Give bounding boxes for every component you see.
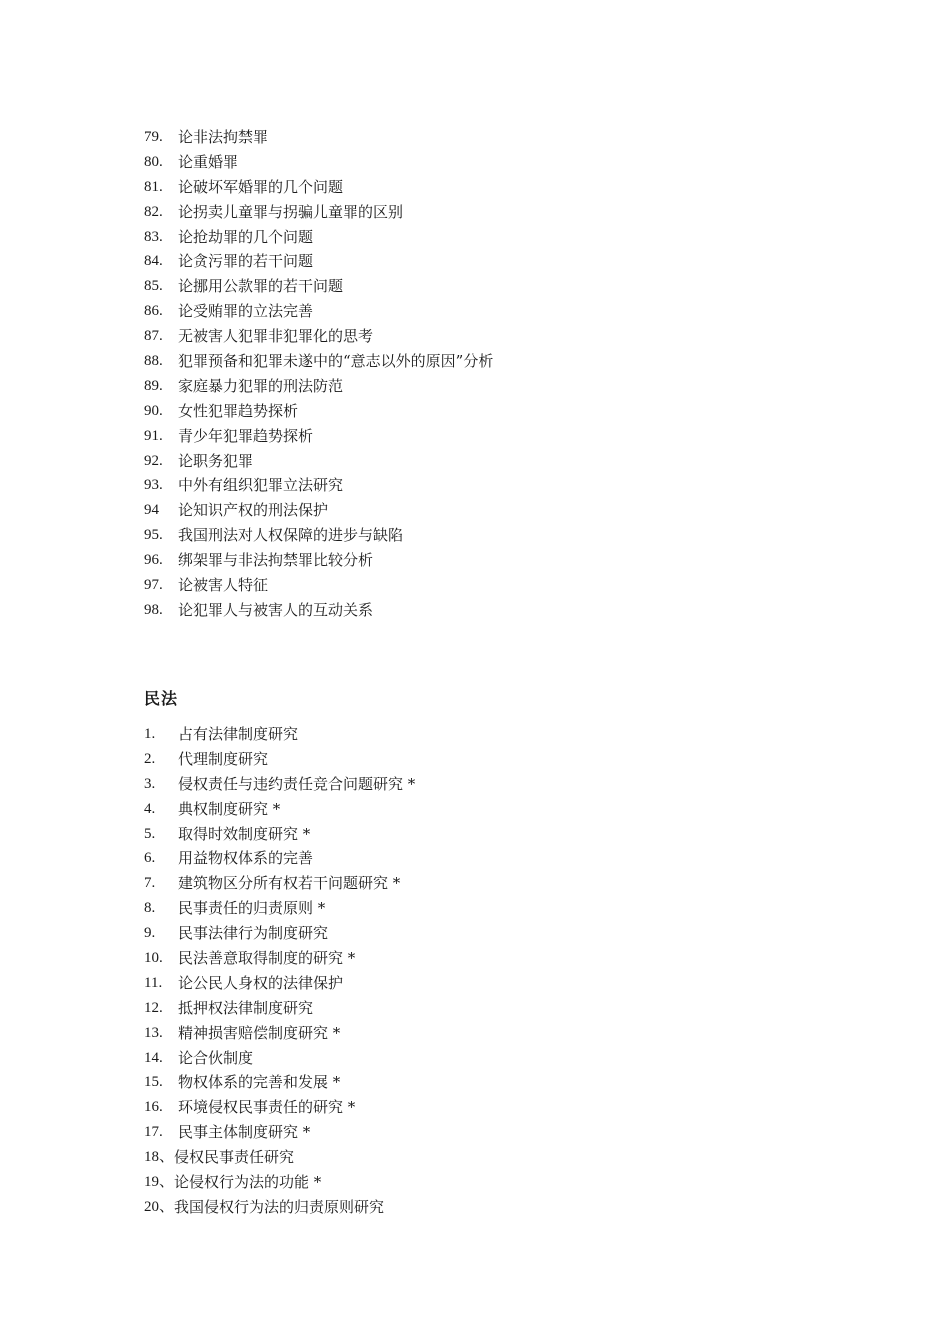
item-number: 20、 <box>144 1198 175 1215</box>
item-number: 85. <box>144 278 163 295</box>
list-item <box>144 971 415 996</box>
item-title: 民事责任的归责原则 * <box>178 899 326 918</box>
item-title: 论侵权行为法的功能 * <box>174 1173 322 1192</box>
item-title: 青少年犯罪趋势探析 <box>178 426 314 445</box>
list-item <box>144 573 493 598</box>
list-item <box>144 150 493 175</box>
item-title: 论知识产权的刑法保护 <box>178 501 329 520</box>
list-item <box>144 846 415 871</box>
item-title: 论公民人身权的法律保护 <box>178 973 344 992</box>
item-title: 民法善意取得制度的研究 * <box>178 949 356 968</box>
item-number: 86. <box>144 303 163 320</box>
list-item <box>144 274 493 299</box>
list-item <box>144 822 415 847</box>
item-number: 1. <box>144 726 156 742</box>
list-item <box>144 449 493 474</box>
list-item <box>144 424 493 449</box>
item-number: 96. <box>144 552 163 569</box>
list-item <box>144 1170 415 1195</box>
list-item <box>144 1095 415 1120</box>
item-number: 87. <box>144 328 163 345</box>
list-item <box>144 349 493 374</box>
item-title: 民事主体制度研究 * <box>178 1123 311 1142</box>
item-title: 论抢劫罪的几个问题 <box>178 227 314 246</box>
item-number: 93. <box>144 477 163 494</box>
item-number: 18、 <box>144 1149 175 1166</box>
item-title: 占有法律制度研究 <box>178 725 299 743</box>
item-title: 环境侵权民事责任的研究 * <box>178 1098 356 1117</box>
item-title: 无被害人犯罪非犯罪化的思考 <box>178 327 374 346</box>
list-item <box>144 399 493 424</box>
list-item <box>144 1070 415 1095</box>
item-number: 88. <box>144 353 163 370</box>
list-item <box>144 1145 415 1170</box>
item-number: 90. <box>144 402 163 419</box>
item-title: 我国刑法对人权保障的进步与缺陷 <box>178 526 404 545</box>
item-title: 抵押权法律制度研究 <box>178 998 314 1017</box>
list-item <box>144 498 493 523</box>
list-item <box>144 473 493 498</box>
item-number: 19、 <box>144 1174 175 1191</box>
item-title: 民事法律行为制度研究 <box>178 924 329 943</box>
item-number: 9. <box>144 925 156 942</box>
item-number: 84. <box>144 253 163 270</box>
list-item <box>144 548 493 573</box>
list-item <box>144 175 493 200</box>
item-number: 8. <box>144 900 156 917</box>
item-title: 论贪污罪的若干问题 <box>178 252 314 271</box>
item-title: 代理制度研究 <box>178 749 269 768</box>
item-number: 94 <box>144 502 159 519</box>
item-title: 建筑物区分所有权若干问题研究 * <box>178 874 401 893</box>
list-item <box>144 523 493 548</box>
item-title: 我国侵权行为法的归责原则研究 <box>174 1197 385 1216</box>
list-item <box>144 722 415 747</box>
list-item <box>144 374 493 399</box>
item-title: 论重婚罪 <box>178 152 239 171</box>
item-number: 12. <box>144 999 163 1016</box>
item-number: 14. <box>144 1049 163 1066</box>
item-title: 论挪用公款罪的若干问题 <box>178 277 344 296</box>
item-title: 侵权责任与违约责任竞合问题研究 * <box>178 774 416 793</box>
item-title: 女性犯罪趋势探析 <box>178 401 299 420</box>
list-item <box>144 797 415 822</box>
item-number: 81. <box>144 178 163 195</box>
item-number: 6. <box>144 850 156 867</box>
item-number: 15. <box>144 1074 163 1091</box>
item-title: 论合伙制度 <box>178 1048 254 1067</box>
list-item <box>144 996 415 1021</box>
item-title: 侵权民事责任研究 <box>174 1148 295 1167</box>
item-number: 83. <box>144 228 163 245</box>
list-item <box>144 225 493 250</box>
item-number: 4. <box>144 800 156 817</box>
list-item <box>144 200 493 225</box>
list-item <box>144 299 493 324</box>
list-item <box>144 1021 415 1046</box>
item-title: 论拐卖儿童罪与拐骗儿童罪的区别 <box>178 202 404 221</box>
list-item <box>144 896 415 921</box>
item-number: 2. <box>144 750 156 767</box>
item-number: 97. <box>144 577 163 594</box>
item-title: 论职务犯罪 <box>178 451 254 470</box>
item-number: 7. <box>144 875 156 892</box>
item-number: 17. <box>144 1124 163 1141</box>
item-number: 98. <box>144 601 163 618</box>
item-title: 家庭暴力犯罪的刑法防范 <box>178 376 344 395</box>
item-number: 13. <box>144 1024 163 1041</box>
list-item <box>144 871 415 896</box>
item-title: 论非法拘禁罪 <box>178 128 269 146</box>
list-item <box>144 747 415 772</box>
item-title: 中外有组织犯罪立法研究 <box>178 476 344 495</box>
item-number: 89. <box>144 377 163 394</box>
item-title: 精神损害赔偿制度研究 * <box>178 1023 341 1042</box>
item-title: 论犯罪人与被害人的互动关系 <box>178 600 374 619</box>
item-title: 论破坏军婚罪的几个问题 <box>178 177 344 196</box>
list-item <box>144 125 493 150</box>
item-number: 11. <box>144 974 163 991</box>
item-number: 80. <box>144 153 163 170</box>
item-number: 82. <box>144 203 163 220</box>
item-title: 论受贿罪的立法完善 <box>178 302 314 321</box>
topic-list-civil <box>144 722 415 1220</box>
item-number: 95. <box>144 527 163 544</box>
list-item <box>144 1120 415 1145</box>
list-item <box>144 249 493 274</box>
list-item <box>144 946 415 971</box>
item-number: 79. <box>144 129 163 145</box>
item-title: 用益物权体系的完善 <box>178 849 314 868</box>
item-title: 犯罪预备和犯罪未遂中的“意志以外的原因”分析 <box>178 352 494 371</box>
item-title: 典权制度研究 * <box>178 799 281 818</box>
list-item <box>144 921 415 946</box>
item-number: 3. <box>144 775 156 792</box>
item-number: 91. <box>144 427 163 444</box>
list-item <box>144 1195 415 1220</box>
section-heading-civil-law: 民法 <box>144 689 179 708</box>
list-item <box>144 324 493 349</box>
item-title: 物权体系的完善和发展 * <box>178 1073 341 1092</box>
item-title: 取得时效制度研究 * <box>178 824 311 843</box>
item-number: 92. <box>144 452 163 469</box>
item-number: 5. <box>144 825 156 842</box>
topic-list-criminal <box>144 125 493 623</box>
list-item <box>144 772 415 797</box>
item-title: 绑架罪与非法拘禁罪比较分析 <box>178 551 374 570</box>
item-number: 16. <box>144 1099 163 1116</box>
item-title: 论被害人特征 <box>178 576 269 595</box>
item-number: 10. <box>144 950 163 967</box>
list-item <box>144 598 493 623</box>
list-item <box>144 1046 415 1071</box>
